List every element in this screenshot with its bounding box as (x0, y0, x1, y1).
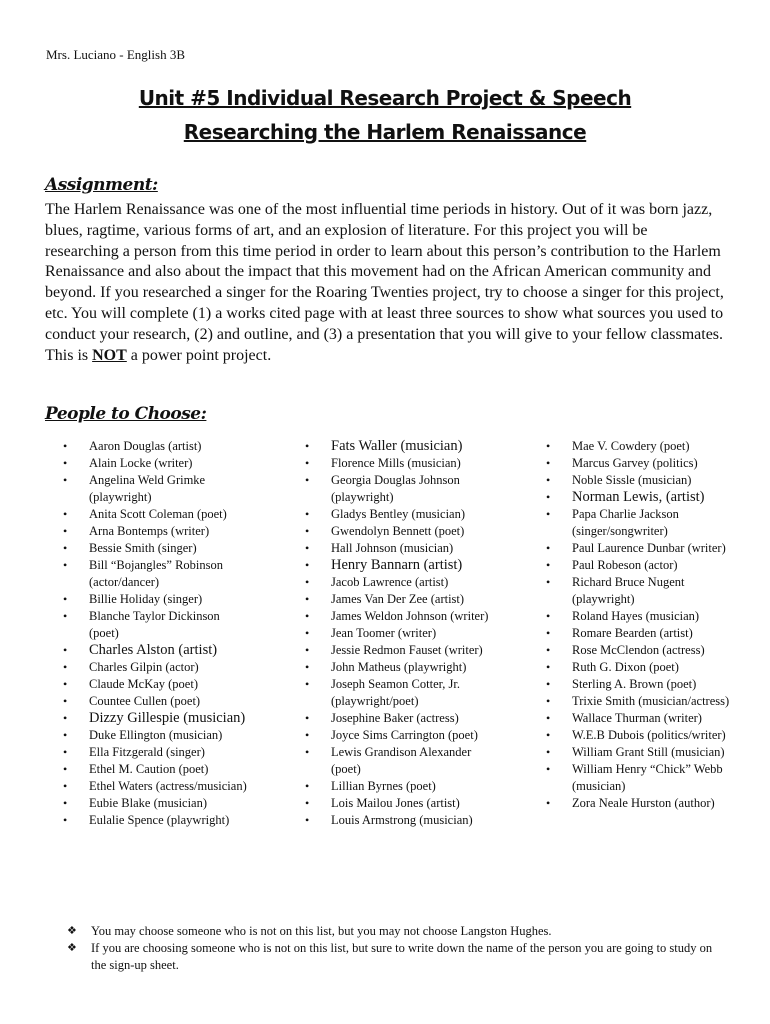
person-list-item: • Papa Charlie Jackson (singer/songwriter) (542, 506, 742, 540)
people-column-1 (59, 438, 249, 829)
person-list-item: • Sterling A. Brown (poet) (542, 676, 742, 693)
person-list-item: • Lois Mailou Jones (artist) (301, 795, 501, 812)
person-list-item: • Angelina Weld Grimke (playwright) (59, 472, 249, 506)
title-line-2: Researching the Harlem Renaissance (183, 120, 587, 144)
person-list-item: • Jean Toomer (writer) (301, 625, 501, 642)
person-list-item: • Roland Hayes (musician) (542, 608, 742, 625)
person-list-item: • Mae V. Cowdery (poet) (542, 438, 742, 455)
person-list-item: • Bill “Bojangles” Robinson (actor/dancer) (59, 557, 249, 591)
person-list-item: • Billie Holiday (singer) (59, 591, 249, 608)
person-list-item: • Noble Sissle (musician) (542, 472, 742, 489)
person-list-item: • James Van Der Zee (artist) (301, 591, 501, 608)
person-list-item: • W.E.B Dubois (politics/writer) (542, 727, 742, 744)
person-list-item: • Paul Robeson (actor) (542, 557, 742, 574)
person-list-item: • Claude McKay (poet) (59, 676, 249, 693)
person-list-item: • Trixie Smith (musician/actress) (542, 693, 742, 710)
person-list-item: • Louis Armstrong (musician) (301, 812, 501, 829)
person-list-item: • James Weldon Johnson (writer) (301, 608, 501, 625)
people-heading: People to Choose: (45, 404, 207, 424)
person-list-item: • Alain Locke (writer) (59, 455, 249, 472)
person-list-item: • Duke Ellington (musician) (59, 727, 249, 744)
person-list-item: • Bessie Smith (singer) (59, 540, 249, 557)
people-column-3 (542, 438, 742, 812)
note-item: ❖ If you are choosing someone who is not on this list, but sure to write down the name of the person you are going to study on the sign-up sheet. (67, 940, 727, 974)
person-list-item: • William Grant Still (musician) (542, 744, 742, 761)
person-list-item: • Gwendolyn Bennett (poet) (301, 523, 501, 540)
person-list-item: • William Henry “Chick” Webb (musician) (542, 761, 742, 795)
person-list-item: • Joyce Sims Carrington (poet) (301, 727, 501, 744)
person-list-item: • Marcus Garvey (politics) (542, 455, 742, 472)
assignment-paragraph (45, 200, 725, 366)
person-list-item: • Charles Alston (artist) (59, 642, 249, 659)
person-list-item: • Anita Scott Coleman (poet) (59, 506, 249, 523)
person-list-item: • Zora Neale Hurston (author) (542, 795, 742, 812)
people-column-2 (301, 438, 501, 829)
person-list-item: • Joseph Seamon Cotter, Jr. (playwright/poet) (301, 676, 501, 710)
person-list-item: • Eulalie Spence (playwright) (59, 812, 249, 829)
person-list-item: • Ethel Waters (actress/musician) (59, 778, 249, 795)
person-list-item: • Lewis Grandison Alexander (poet) (301, 744, 501, 778)
note-item: ❖ You may choose someone who is not on this list, but you may not choose Langston Hughes. (67, 923, 727, 940)
person-list-item: • Blanche Taylor Dickinson (poet) (59, 608, 249, 642)
person-list-item: • Jacob Lawrence (artist) (301, 574, 501, 591)
person-list-item: • Arna Bontemps (writer) (59, 523, 249, 540)
notes-list (67, 923, 727, 974)
person-list-item: • Josephine Baker (actress) (301, 710, 501, 727)
assignment-text-end: a power point project. (126, 346, 272, 364)
assignment-not-word: NOT (92, 346, 127, 364)
title-line-1: Unit #5 Individual Research Project & Speech (138, 86, 632, 110)
person-list-item: • Eubie Blake (musician) (59, 795, 249, 812)
person-list-item: • Countee Cullen (poet) (59, 693, 249, 710)
person-list-item: • Richard Bruce Nugent (playwright) (542, 574, 742, 608)
person-list-item: • Paul Laurence Dunbar (writer) (542, 540, 742, 557)
person-list-item: • Georgia Douglas Johnson (playwright) (301, 472, 501, 506)
person-list-item: • Florence Mills (musician) (301, 455, 501, 472)
person-list-item: • Henry Bannarn (artist) (301, 557, 501, 574)
person-list-item: • Hall Johnson (musician) (301, 540, 501, 557)
person-list-item: • Gladys Bentley (musician) (301, 506, 501, 523)
person-list-item: • Rose McClendon (actress) (542, 642, 742, 659)
teacher-line: Mrs. Luciano - English 3B (46, 47, 186, 62)
person-list-item: • Ella Fitzgerald (singer) (59, 744, 249, 761)
person-list-item: • Aaron Douglas (artist) (59, 438, 249, 455)
person-list-item: • Fats Waller (musician) (301, 438, 501, 455)
person-list-item: • Wallace Thurman (writer) (542, 710, 742, 727)
person-list-item: • John Matheus (playwright) (301, 659, 501, 676)
person-list-item: • Charles Gilpin (actor) (59, 659, 249, 676)
person-list-item: • Norman Lewis, (artist) (542, 489, 742, 506)
assignment-text: The Harlem Renaissance was one of the most influential time periods in history. Out of it was born jazz, blues, ragtime, various forms of art, and an explosion of literature. For this project you will be researching a person from this time period in order to learn about this person’s contribution to the Harlem Renaissance and also about the impact that this movement had on the African American community and beyond. If you researched a singer for the Roaring Twenties project, try to choose a singer for this project, etc. You will complete (1) a works cited page with at least three sources to show what sources you used to conduct your research, (2) and outline, and (3) a presentation that you will give to your fellow classmates. This is (45, 201, 724, 364)
person-list-item: • Ethel M. Caution (poet) (59, 761, 249, 778)
person-list-item: • Jessie Redmon Fauset (writer) (301, 642, 501, 659)
assignment-heading: Assignment: (45, 175, 158, 195)
person-list-item: • Ruth G. Dixon (poet) (542, 659, 742, 676)
person-list-item: • Lillian Byrnes (poet) (301, 778, 501, 795)
person-list-item: • Romare Bearden (artist) (542, 625, 742, 642)
person-list-item: • Dizzy Gillespie (musician) (59, 710, 249, 727)
